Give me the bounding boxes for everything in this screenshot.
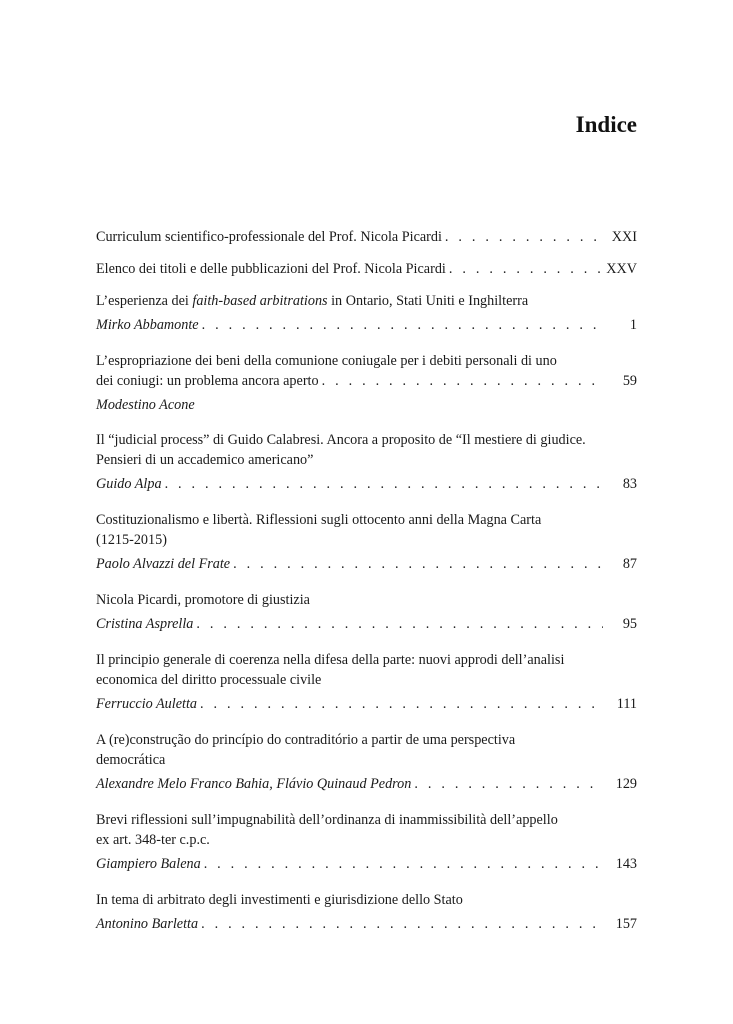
entry-author: Paolo Alvazzi del Frate <box>96 556 231 572</box>
entry-title: A (re)construção do princípio do contraditório a partir de uma perspectiva <box>96 732 516 748</box>
page-number: 129 <box>615 776 637 792</box>
dot-leader <box>204 854 603 874</box>
entry-title-cont: dei coniugi: un problema ancora aperto <box>96 373 319 389</box>
entry-author: Alexandre Melo Franco Bahia, Flávio Quinaud Pedron <box>96 776 412 792</box>
toc-line <box>96 614 637 634</box>
toc-entry <box>96 259 637 279</box>
toc-entry <box>96 730 637 794</box>
page-number: 95 <box>622 616 637 632</box>
toc-entry <box>96 810 637 874</box>
toc-line <box>96 371 637 391</box>
entry-title-cont: democrática <box>96 752 166 768</box>
toc-entry <box>96 351 637 415</box>
toc-entry <box>96 890 637 934</box>
dot-leader <box>445 227 603 247</box>
page-title: Indice <box>575 112 637 137</box>
toc-line <box>96 315 637 335</box>
entry-author: Giampiero Balena <box>96 856 201 872</box>
entry-author: Antonino Barletta <box>96 916 199 932</box>
page-number: 83 <box>622 476 637 492</box>
entry-title-part: in Ontario, Stati Uniti e Inghilterra <box>327 293 529 309</box>
entry-title-cont: ex art. 348-ter c.p.c. <box>96 832 210 848</box>
page-number: XXI <box>611 229 637 245</box>
toc-entry <box>96 291 637 335</box>
dot-leader <box>449 259 600 279</box>
page-number: 111 <box>616 696 637 712</box>
entry-title-cont: Pensieri di un accademico americano” <box>96 452 314 468</box>
toc-line <box>96 914 637 934</box>
entry-title: Curriculum scientifico-professionale del Prof. Nicola Picardi <box>96 229 442 245</box>
entry-author: Mirko Abbamonte <box>96 317 199 333</box>
toc-line <box>96 694 637 714</box>
entry-title: In tema di arbitrato degli investimenti e giurisdizione dello Stato <box>96 892 463 908</box>
dot-leader <box>165 474 603 494</box>
dot-leader <box>196 614 603 634</box>
toc-line <box>96 227 637 247</box>
entry-title-cont: economica del diritto processuale civile <box>96 672 322 688</box>
page-number: 59 <box>622 373 637 389</box>
toc-entry <box>96 510 637 574</box>
entry-title-italic: faith-based arbitrations <box>192 293 328 309</box>
toc-line <box>96 554 637 574</box>
page-number: XXV <box>606 261 637 277</box>
dot-leader <box>322 371 603 391</box>
dot-leader <box>201 914 603 934</box>
entry-title: Elenco dei titoli e delle pubblicazioni del Prof. Nicola Picardi <box>96 261 446 277</box>
entry-title: L’espropriazione dei beni della comunione coniugale per i debiti personali di uno <box>96 353 557 369</box>
dot-leader <box>202 315 603 335</box>
dot-leader <box>200 694 603 714</box>
entry-author: Cristina Asprella <box>96 616 194 632</box>
entry-title: Il principio generale di coerenza nella difesa della parte: nuovi approdi dell’analisi <box>96 652 565 668</box>
toc-line <box>96 474 637 494</box>
entry-title: Brevi riflessioni sull’impugnabilità dell’ordinanza di inammissibilità dell’appello <box>96 812 558 828</box>
entry-author: Modestino Acone <box>96 397 195 413</box>
dot-leader <box>233 554 603 574</box>
page-number: 87 <box>622 556 637 572</box>
entry-title <box>96 291 637 311</box>
toc-entry <box>96 590 637 634</box>
toc-line <box>96 774 637 794</box>
toc-entry <box>96 227 637 247</box>
toc-entry <box>96 650 637 714</box>
toc-line <box>96 259 637 279</box>
toc-line <box>96 854 637 874</box>
entry-title-part: L’esperienza dei <box>96 293 193 309</box>
toc-entry <box>96 430 637 494</box>
entry-title: Il “judicial process” di Guido Calabresi. Ancora a proposito de “Il mestiere di giudice. <box>96 432 586 448</box>
page-number: 143 <box>615 856 637 872</box>
dot-leader <box>414 774 603 794</box>
entry-title: Costituzionalismo e libertà. Riflessioni sugli ottocento anni della Magna Carta <box>96 512 542 528</box>
page-number: 157 <box>615 916 637 932</box>
entry-title-cont: (1215-2015) <box>96 532 167 548</box>
page-number: 1 <box>629 317 637 333</box>
entry-title: Nicola Picardi, promotore di giustizia <box>96 592 310 608</box>
entry-author: Guido Alpa <box>96 476 162 492</box>
entry-author: Ferruccio Auletta <box>96 696 197 712</box>
